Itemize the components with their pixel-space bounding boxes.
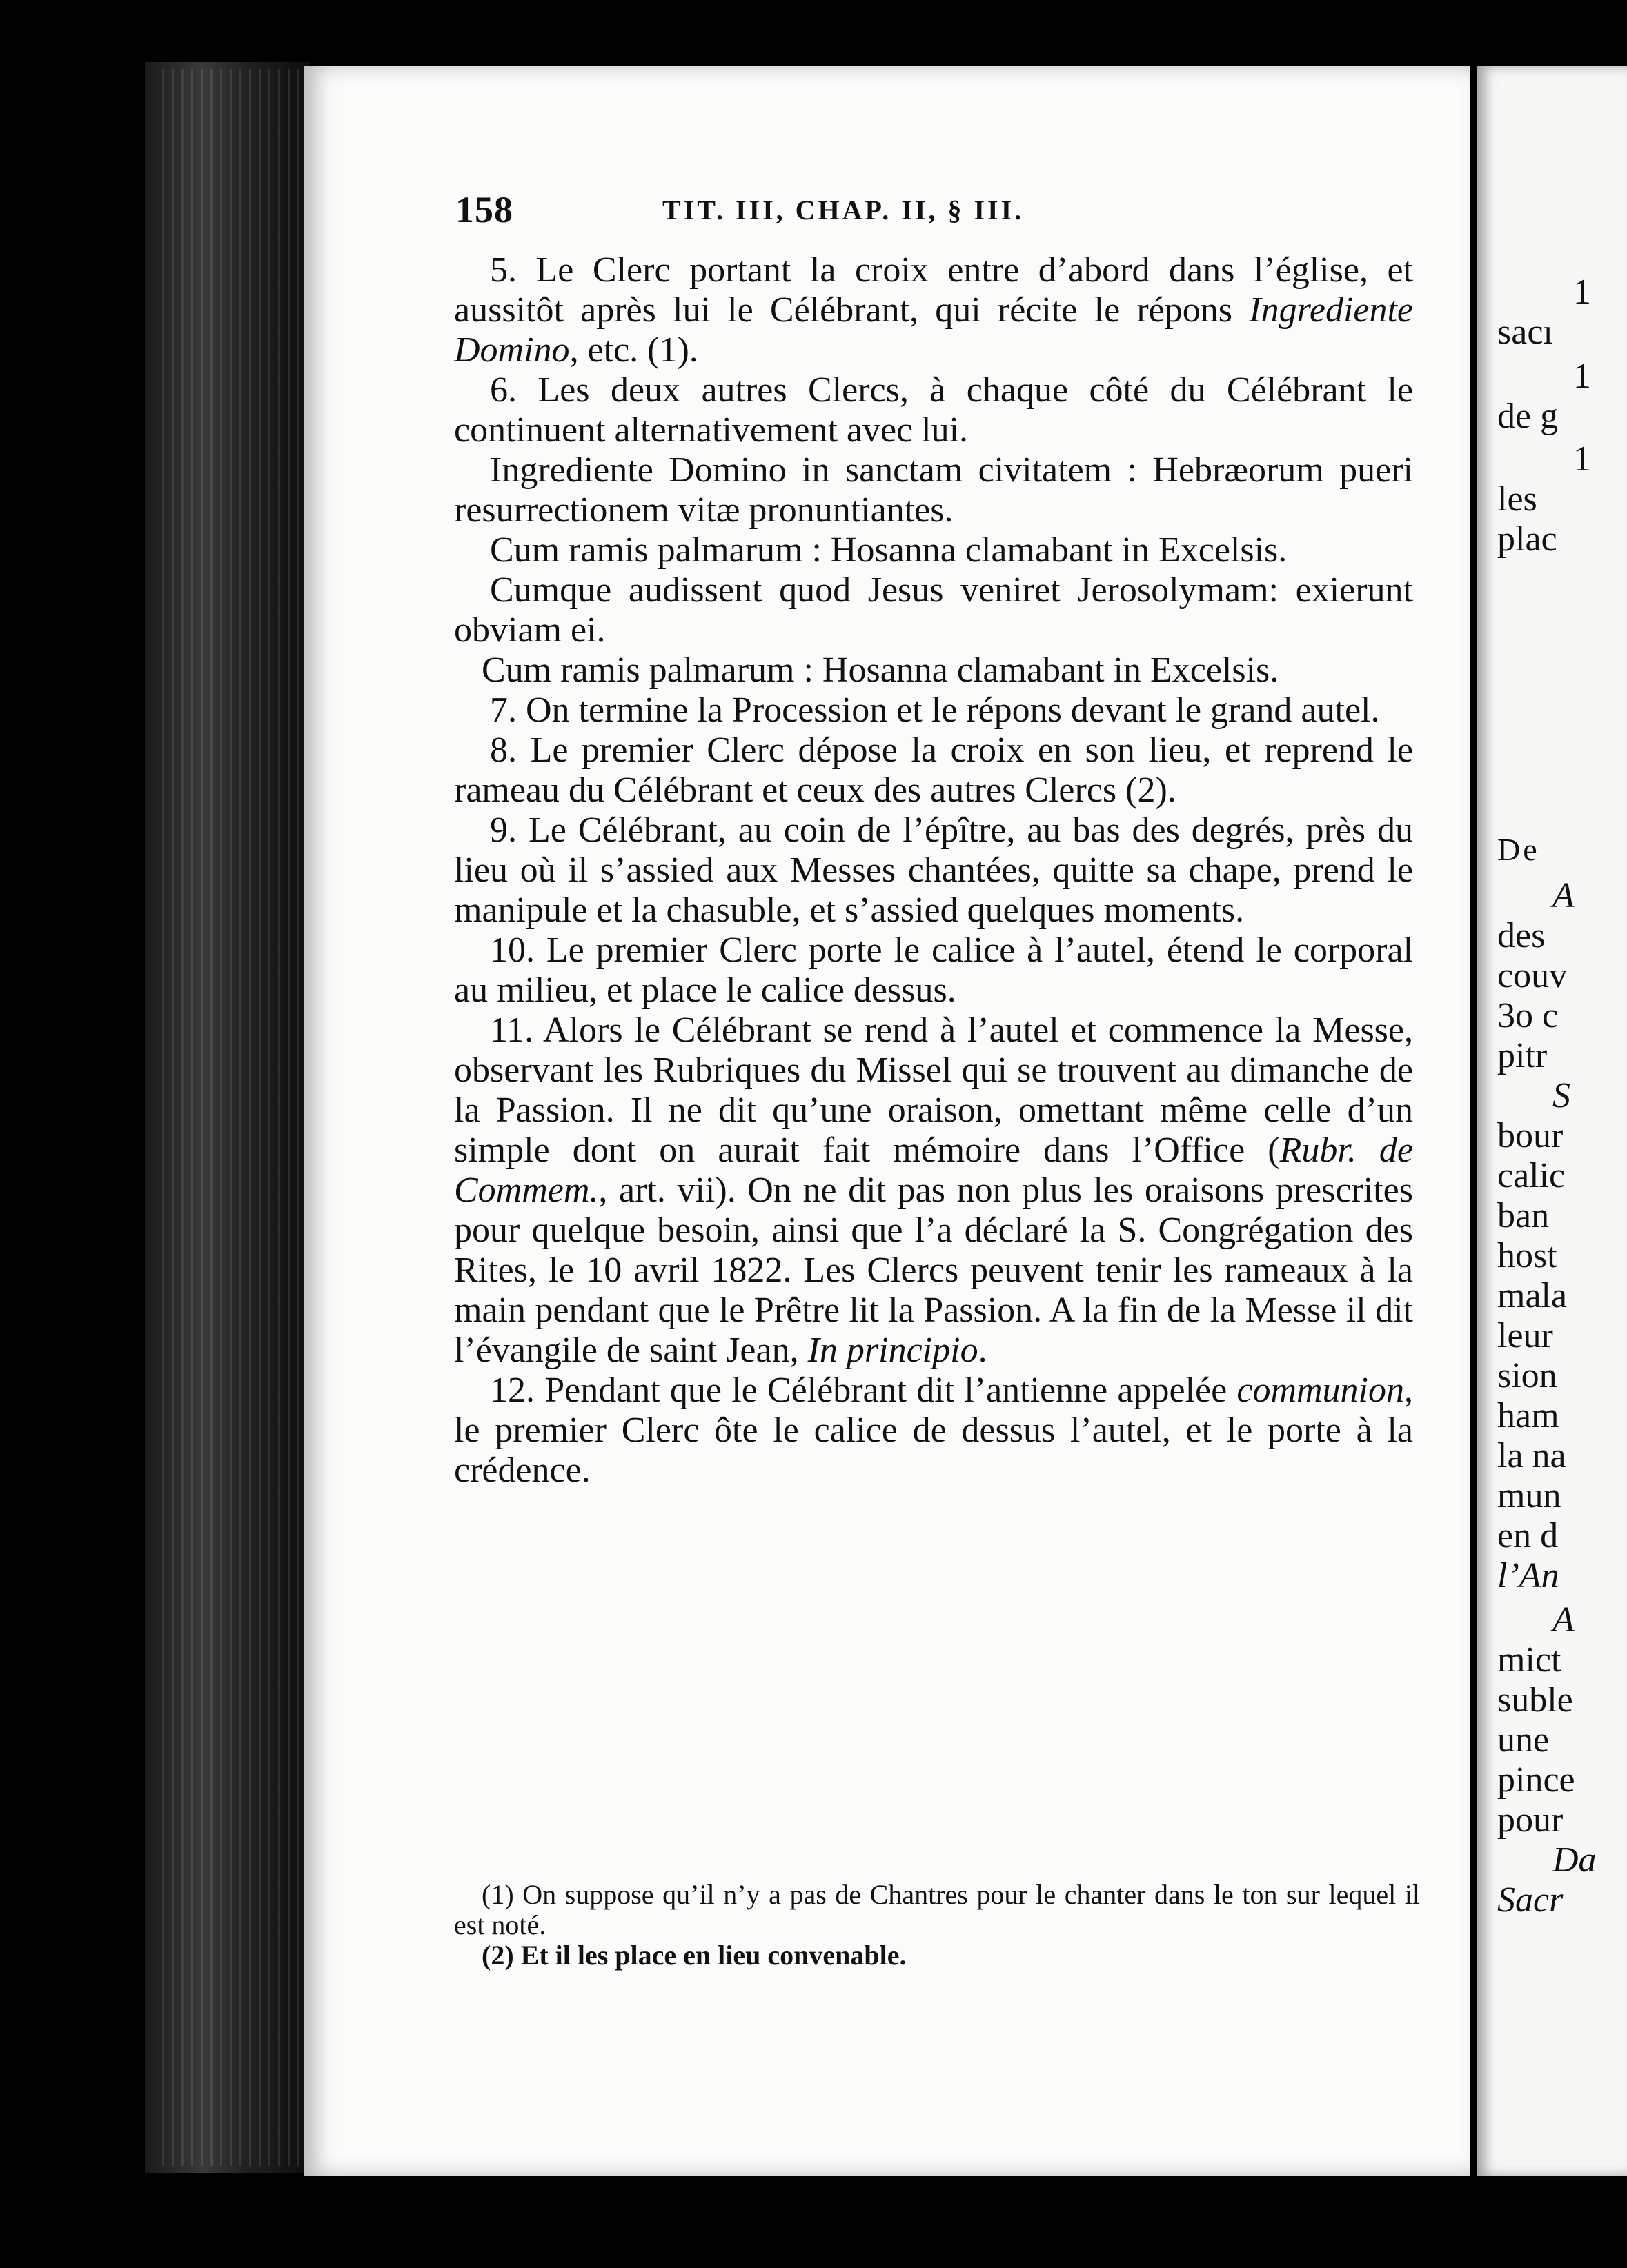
italic-reference: Rubr. de Commem. bbox=[454, 1131, 1413, 1210]
right-page-fragment: pitr bbox=[1497, 1036, 1548, 1075]
right-page-fragment: 1 bbox=[1573, 272, 1591, 312]
right-page-fragment: plac bbox=[1497, 519, 1557, 559]
chant-verse: Cum ramis palmarum : Hosanna clamabant in Excelsis. bbox=[482, 650, 1279, 690]
page-header bbox=[455, 188, 1442, 243]
right-page-fragment: ham bbox=[1497, 1396, 1559, 1435]
paragraph-8: 8. Le premier Clerc dépose la croix en son lieu, et reprend le rameau du Célébrant et ceux des autres Clercs (2). bbox=[454, 730, 1414, 810]
right-page-fragment: une bbox=[1497, 1720, 1550, 1760]
chant-verse: Ingrediente Domino in sanctam civitatem : Hebræorum pueri resurrectionem vitæ pronuntiantes. bbox=[454, 450, 1413, 530]
italic-phrase: Ingrediente Domino bbox=[454, 290, 1414, 370]
right-page-fragment: A bbox=[1552, 876, 1575, 915]
right-page-fragment: suble bbox=[1497, 1680, 1573, 1720]
paragraph-6: 6. Les deux autres Clercs, à chaque côté du Célébrant le continuent alternativement avec lui. bbox=[454, 370, 1414, 450]
right-page-heading-fragment: De bbox=[1497, 832, 1540, 867]
italic-phrase: In principio bbox=[807, 1331, 978, 1370]
right-page-fragment: 3o c bbox=[1497, 996, 1559, 1035]
paragraph-number: 6. bbox=[490, 370, 517, 410]
right-page-fragment: pince bbox=[1497, 1760, 1575, 1800]
paragraph-number: 7. bbox=[490, 690, 517, 730]
right-page-fragment: S bbox=[1552, 1076, 1570, 1115]
right-page-fragment: mala bbox=[1497, 1276, 1568, 1315]
paragraph-number: 12. bbox=[490, 1371, 535, 1410]
right-page-fragment: A bbox=[1552, 1600, 1575, 1640]
page-number: 158 bbox=[455, 189, 513, 230]
main-text bbox=[454, 250, 1413, 1491]
right-page-fragment: Da bbox=[1552, 1840, 1597, 1880]
paragraph-number: 5. bbox=[490, 250, 517, 290]
right-page-fragment: Sacr bbox=[1497, 1880, 1564, 1920]
paragraph-12: 12. Pendant que le Célébrant dit l’antienne appelée communion, le premier Clerc ôte le calice de dessus l’autel, et le porte à la crédence. bbox=[454, 1371, 1414, 1490]
right-page-fragment: ban bbox=[1497, 1196, 1550, 1235]
left-page bbox=[304, 66, 1470, 2176]
paragraph-number: 8. bbox=[490, 730, 517, 770]
paragraph-5: 5. Le Clerc portant la croix entre d’abord dans l’église, et aussitôt après lui le Célébrant, qui récite le répons Ingrediente Domino, etc. (1). bbox=[454, 250, 1414, 370]
right-page-edge bbox=[1477, 66, 1627, 2176]
right-page-fragment: en d bbox=[1497, 1516, 1559, 1555]
right-page-fragment: host bbox=[1497, 1236, 1557, 1275]
right-page-fragment: des bbox=[1497, 916, 1546, 955]
right-page-fragment: 1 bbox=[1573, 357, 1591, 396]
paragraph-11: 11. Alors le Célébrant se rend à l’autel et commence la Messe, observant les Rubriques du Missel qui se trouvent au dimanche de la Passion. Il ne dit qu’une oraison, omettant même celle d’un simple dont on aurait fait mémoire dans l’Office (Rubr. de Commem., art. vii). On ne dit pas non plus les oraisons prescrites pour quelque besoin, ainsi que l’a déclaré la S. Congrégation des Rites, le 10 avril 1822. Les Clercs peuvent tenir les rameaux à la main pendant que le Prêtre lit la Passion. A la fin de la Messe il dit l’évangile de saint Jean, In principio. bbox=[454, 1011, 1413, 1370]
paragraph-9: 9. Le Célébrant, au coin de l’épître, au bas des degrés, près du lieu où il s’assied aux Messes chantées, quitte sa chape, prend le manipule et la chasuble, et s’assied quelques moments. bbox=[454, 810, 1414, 930]
right-page-fragment: pour bbox=[1497, 1800, 1564, 1840]
right-page-fragment: l’An bbox=[1497, 1556, 1559, 1595]
footnote-2: (2) Et il les place en lieu convenable. bbox=[482, 1940, 907, 1971]
paragraph-number: 10. bbox=[490, 931, 535, 970]
right-page-fragment: la na bbox=[1497, 1436, 1566, 1475]
right-page-fragment: bour bbox=[1497, 1116, 1564, 1155]
right-page-fragment: leur bbox=[1497, 1316, 1553, 1355]
paragraph-number: 11. bbox=[490, 1011, 534, 1050]
footnotes bbox=[454, 1880, 1420, 1971]
right-page-fragment: mun bbox=[1497, 1476, 1561, 1515]
right-page-fragment: couv bbox=[1497, 956, 1568, 995]
italic-phrase: communion bbox=[1236, 1371, 1405, 1410]
chant-verse: Cumque audissent quod Jesus veniret Jerosolymam: exierunt obviam ei. bbox=[454, 570, 1413, 650]
right-page-fragment: sion bbox=[1497, 1356, 1557, 1395]
right-page-fragment: les bbox=[1497, 479, 1537, 519]
right-page-fragment: mict bbox=[1497, 1640, 1561, 1680]
binding-page-edges bbox=[162, 69, 300, 2166]
right-page-fragment: 1 bbox=[1573, 439, 1591, 479]
right-page-fragment: calic bbox=[1497, 1156, 1566, 1195]
footnote-1: (1) On suppose qu’il n’y a pas de Chantres pour le chanter dans le ton sur lequel il est noté. bbox=[454, 1879, 1420, 1940]
chant-verse: Cum ramis palmarum : Hosanna clamabant in Excelsis. bbox=[490, 530, 1288, 570]
running-head: TIT. III, CHAP. II, § III. bbox=[662, 195, 1025, 226]
paragraph-7: 7. On termine la Procession et le répons devant le grand autel. bbox=[490, 690, 1380, 730]
paragraph-number: 9. bbox=[490, 810, 517, 850]
right-page-fragment: sacı bbox=[1497, 312, 1553, 352]
paragraph-10: 10. Le premier Clerc porte le calice à l’autel, étend le corporal au milieu, et place le calice dessus. bbox=[454, 931, 1414, 1010]
right-page-fragment: de g bbox=[1497, 397, 1559, 436]
